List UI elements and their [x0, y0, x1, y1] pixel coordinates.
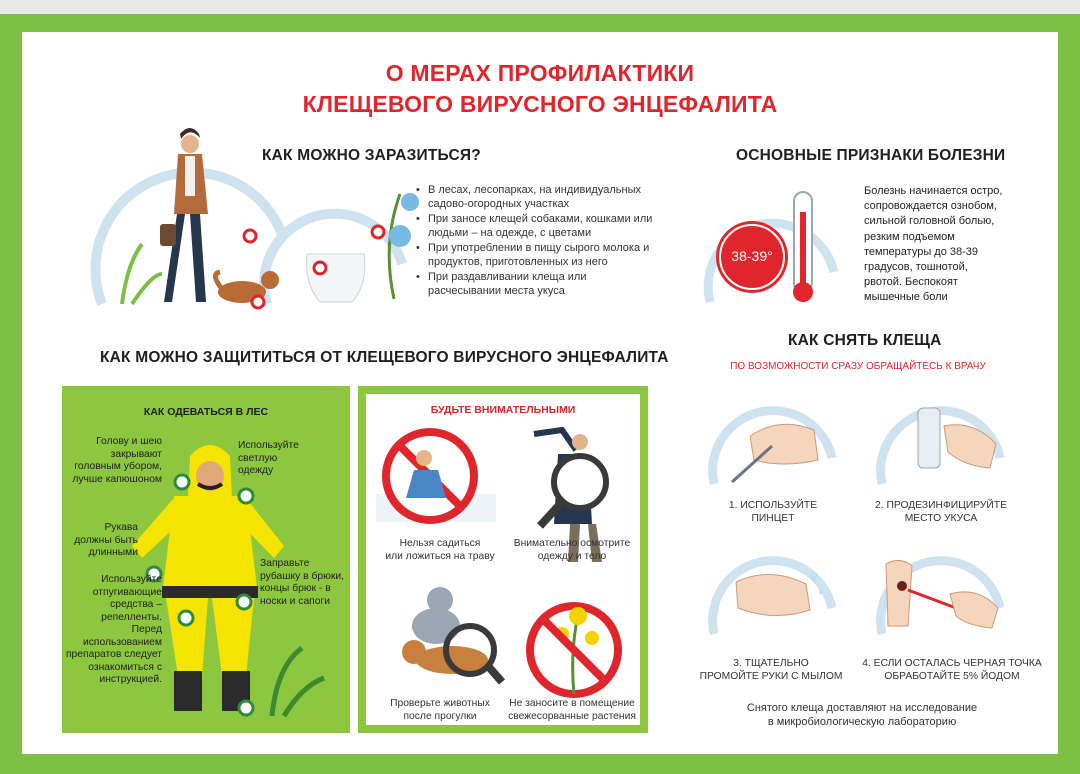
clothing-heading: КАК ОДЕВАТЬСЯ В ЛЕС: [143, 406, 269, 418]
removal-footer: Снятого клеща доставляют на исследование в микробиологическую лабораторию: [746, 702, 978, 728]
attention-heading: БУДЬТЕ ВНИМАТЕЛЬНЫМИ: [430, 404, 576, 416]
removal-step-4-illustration: [878, 536, 1008, 636]
clothing-tip-tuck: Заправьте рубашку в брюки, концы брюк - в носки и сапоги: [260, 558, 344, 607]
removal-step-2-illustration: [878, 386, 1008, 486]
clothing-panel: [62, 386, 350, 733]
clothing-tip-head: Голову и шею закрывают головным убором, лучше капюшоном: [72, 436, 162, 485]
infection-item: • В лесах, лесопарках, на индивидуальных садово-огородных участках: [414, 184, 654, 211]
attention-panel: [358, 386, 648, 733]
clothing-tip-repel: Используйте отпугивающие средства – репелленты. Перед использованием препаратов следует ознакомиться с инструкцией.: [65, 574, 162, 685]
title-line-2: КЛЕЩЕВОГО ВИРУСНОГО ЭНЦЕФАЛИТА: [302, 91, 778, 117]
symptoms-text: Болезнь начинается остро, сопровождается ознобом, сильной головной болью, резким подъемом температуры до 38-39 градусов, тошнотой, рвотой. Беспокоят мышечные боли: [864, 185, 1003, 304]
removal-step-3-illustration: [710, 536, 840, 636]
attention-pets: Проверьте животных после прогулки: [390, 698, 490, 722]
removal-step-2: 2. ПРОДЕЗИНФИЦИРУЙТЕ МЕСТО УКУСА: [875, 500, 1007, 524]
removal-step-1: 1. ИСПОЛЬЗУЙТЕ ПИНЦЕТ: [728, 500, 818, 524]
protect-heading: КАК МОЖНО ЗАЩИТИТЬСЯ ОТ КЛЕЩЕВОГО ВИРУСНОГО ЭНЦЕФАЛИТА: [100, 349, 669, 366]
poster: [22, 32, 1058, 754]
removal-heading: КАК СНЯТЬ КЛЕЩА: [788, 332, 942, 349]
removal-step-1-illustration: [710, 386, 840, 486]
infection-heading: КАК МОЖНО ЗАРАЗИТЬСЯ?: [262, 147, 481, 164]
thermometer-illustration: [702, 182, 852, 312]
infection-item: • При употреблении в пищу сырого молока и продуктов, приготовленных из него: [414, 242, 654, 269]
symptoms-heading: ОСНОВНЫЕ ПРИЗНАКИ БОЛЕЗНИ: [736, 147, 1006, 164]
attention-sit: Нельзя садиться или ложиться на траву: [385, 538, 495, 562]
infection-list: [414, 184, 654, 300]
title-line-1: О МЕРАХ ПРОФИЛАКТИКИ: [385, 60, 695, 86]
clothing-tip-sleeves: Рукава должны быть длинными: [74, 522, 138, 558]
clothing-tip-light: Используйте светлую одежду: [238, 440, 299, 476]
attention-plants: Не заносите в помещение свежесорванные растения: [508, 698, 636, 722]
removal-step-4: 4. ЕСЛИ ОСТАЛАСЬ ЧЕРНАЯ ТОЧКА ОБРАБОТАЙТЕ 5% ЙОДОМ: [862, 658, 1042, 682]
infection-item: • При раздавливании клеща или расчесывании места укуса: [414, 271, 654, 298]
removal-subheading: ПО ВОЗМОЖНОСТИ СРАЗУ ОБРАЩАЙТЕСЬ К ВРАЧУ: [730, 361, 986, 372]
temperature-badge: 38-39°: [731, 248, 773, 264]
removal-step-3: 3. ТЩАТЕЛЬНО ПРОМОЙТЕ РУКИ С МЫЛОМ: [699, 658, 843, 682]
attention-inspect: Внимательно осмотрите одежду и тело: [513, 538, 631, 562]
infection-item: • При заносе клещей собаками, кошками или людьми – на одежде, с цветами: [414, 213, 654, 240]
